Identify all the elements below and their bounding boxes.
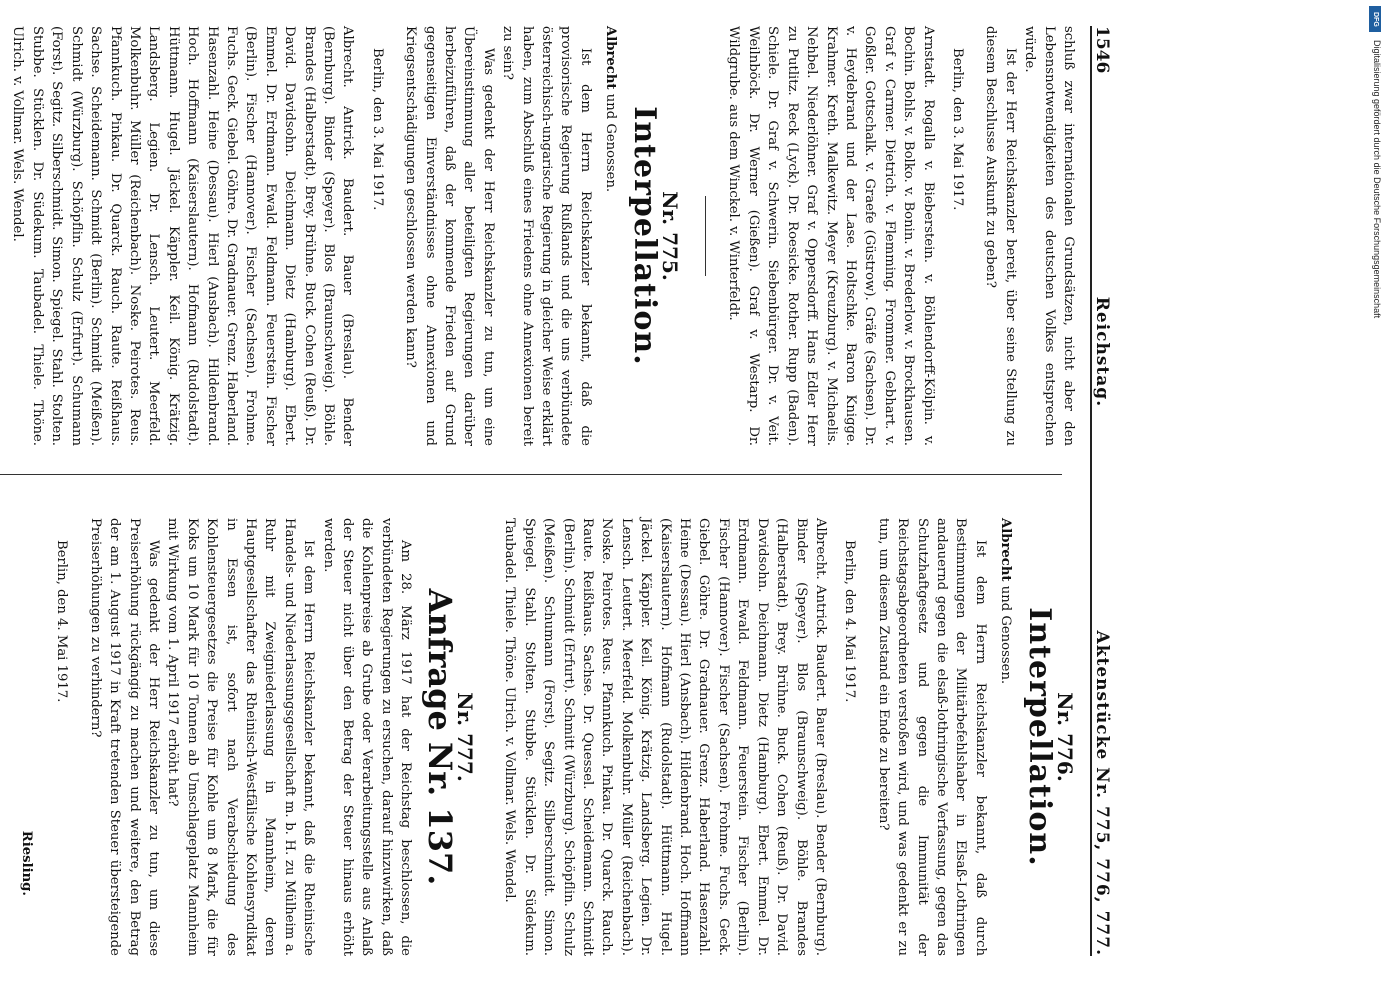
dateline-777: Berlin, den 4. Mai 1917. [54, 540, 70, 703]
publication-title: Reichstag. [1092, 296, 1113, 408]
left-column [0, 26, 1152, 446]
signers-list-775: Albrecht. Antrick. Baudert. Bauer (Breslau). Bender (Bernburg). Binder (Speyer). Blos (Braunschweig). Böhle. Brandes (Halberstadt). Brey. Brühne. Buck. Cohen (Reuß). Dr. David. Davidsohn. Deichmann. Dietz (Hamburg). Ebert. Emmel. Dr. Erdmann. Ewald. Feldmann. Feuerstein. Fischer (Berlin). Fischer (Hannover). Fischer (Sachsen). Frohme. Fuchs. Geck. Giebel. Göhre. Dr. Gradnauer. Grenz. Haberland. Hasenzahl. Heine (Dessau). Hierl (Ansbach). Hildenbrand. Hoch. Hoffmann (Kaiserslautern). Hofmann (Rudolstadt). Hüttmann. Hugel. Jäckel. Käppler. Keil. König. Krätzig. Landsberg. Legien. Dr. Lensch. Leutert. Meerfeld. Molkenbuhr. Müller (Reichenbach). Noske. Peirotes. Reus. Pfannkuch. Pinkau. Dr. Quarck. Rauch. Raute. Reißhaus. Sachse. Scheidemann. Schmidt (Berlin). Schmidt (Meißen). Schmidt (Würzburg). Schöpflin. Schulz (Erfurt). Schumann (Forst). Segitz. Silberschmidt. Simon. Spiegel. Stahl. Stolten. Stubbe. Stücklen. Dr. Südekum. Taubadel. Thiele. Thöne. Ulrich. v. Vollmar. Wels. Wendel. [10, 26, 356, 446]
section-title: Aktenstücke Nr. 775, 776, 777. [1092, 630, 1113, 956]
submitter-776 [996, 518, 1015, 956]
signers-list-776: Albrecht. Antrick. Baudert. Bauer (Breslau). Bender (Bernburg). Binder (Speyer). Blos (Braunschweig). Böhle. Brandes (Halberstadt). Brey. Brühne. Buck. Cohen (Reuß). Dr. David. Davidsohn. Deichmann. Dietz (Hamburg). Ebert. Emmel. Dr. Erdmann. Ewald. Feldmann. Feuerstein. Fischer (Berlin). Fischer (Hannover). Fischer (Sachsen). Frohme. Fuchs. Geck. Giebel. Göhre. Dr. Gradnauer. Grenz. Haberland. Hasenzahl. Heine (Dessau). Hierl (Ansbach). Hildenbrand. Hoch. Hoffmann (Kaiserslautern). Hofmann (Rudolstadt). Hüttmann. Hugel. Jäckel. Käppler. Keil. König. Krätzig. Landsberg. Legien. Dr. Lensch. Leutert. Meerfeld. Molkenbuhr. Müller (Reichenbach). Noske. Peirotes. Reus. Pfannkuch. Pinkau. Dr. Quarck. Rauch. Raute. Reißhaus. Sachse. Dr. Quessel. Scheidemann. Schmidt (Berlin). Schmidt (Erfurt). Schmitt (Würzburg). Schöpflin. Schulz (Meißen). Schumann (Forst). Segitz. Silberschmidt. Simon. Spiegel. Stahl. Stolten. Stubbe. Stücklen. Dr. Südekum. Taubadel. Thiele. Thöne. Ulrich. v. Vollmar. Wels. Wendel. [502, 518, 828, 956]
document-number-776: Nr. 776. [1053, 692, 1077, 782]
interpellation-heading-776: Interpellation. [1021, 607, 1057, 867]
signers-list-1: Arnstadt. Rogalla v. Bieberstein. v. Böhlendorff-Kölpin. v. Bochin. Bohls. v. Bolko. v. Bonin. v. Brederlow. v. Brockhausen. Graf v. Carmer. Dietrich. v. Flemming. Frommer. Gebhart. v. Goßler. Gottschalk. v. Graefe (Güstrow). Gräfe (Sachsen). Dr. v. Heydebrand und der Lase. Holtschke. Baron Knigge. Krahmer. Kreth. Malkewitz. Meyer (Kreuzburg). v. Michaelis. Nehbel. Niederlöhner. Graf v. Oppersdorff. Hans Edler Herr zu Putlitz. Reck (Lyck). Dr. Roesicke. Rother. Rupp (Baden). Schiele. Dr. Graf v. Schwerin. Siebenbürger. Dr. v. Veit. Weilnböck. Dr. Werner (Gießen). Graf v. Westarp. Dr. Wildgrube. aus dem Winckel. v. Winterfeldt. [726, 26, 936, 446]
dfg-logo: DFG [1369, 6, 1381, 32]
submitter-name: Albrecht [603, 26, 619, 90]
anfrage-text-a: Am 28. März 1917 hat der Reichstag beschlossen, die verbündeten Regierungen zu ersuchen, darauf hinzuwirken, daß die Kohlenpreise ab Grube oder Verarbeitungsstelle aus Anlaß der Steuer nicht über den Betrag der Steuer hinaus erhöht werden. [320, 518, 414, 956]
interpellation-text-775-b: Was gedenkt der Herr Reichskanzler zu tun, um eine Übereinstimmung aller beteiligten Regierungen darüber herbeizuführen, daß der kommende Frieden auf Grund gegenseitigen Einverständnisses ohne Annexionen und Kriegsentschädigungen geschlossen werden kann? [403, 26, 496, 446]
signature-777: Riesling. [18, 830, 34, 896]
question-paragraph: Ist der Herr Reichskanzler bereit, über seine Stellung zu diesem Beschlusse Auskunft zu geben? [983, 26, 1018, 446]
interpellation-text-776: Ist dem Herrn Reichskanzler bekannt, daß durch Bestimmungen der Militärbefehlshaber in Elsaß-Lothringen andauernd gegen die elsaß-lothringische Verfassung, gegen das Schutzhaftgesetz und gegen die Immunität der Reichstagsabgeordneten verstoßen wird, und was gedenkt er zu tun, um diesem Zustand ein Ende zu bereiten? [875, 518, 988, 956]
column-divider [0, 474, 1062, 475]
document-number-775: Nr. 775. [658, 191, 683, 281]
interpellation-heading-775: Interpellation. [626, 106, 662, 366]
digitization-credit-text: Digitalisierung gefördert durch die Deutsche Forschungsgemeinschaft [1372, 40, 1382, 319]
submitter-suffix: und Genossen. [998, 581, 1014, 685]
interpellation-text-775-a: Ist dem Herrn Reichskanzler bekannt, daß die provisorische Regierung Rußlands und die uns verbündete österreichisch-ungarische Regierung in gleicher Weise erklärt haben, zum Abschluß eines Friedens ohne Annexionen bereit zu sein? [500, 26, 593, 446]
submitter-775 [601, 26, 620, 446]
anfrage-heading-137: Anfrage Nr. 137. [420, 588, 459, 886]
dateline-1: Berlin, den 3. Mai 1917. [949, 48, 965, 211]
document-number-777: Nr. 777. [453, 692, 478, 782]
right-column [0, 496, 1152, 956]
page-number: 1546 [1092, 26, 1113, 74]
dateline-775: Berlin, den 3. Mai 1917. [369, 48, 385, 211]
opening-paragraph: schluß zwar internationalen Grundsätzen, nicht aber den Lebensnotwendigkeiten des deutschen Volkes entsprechen würde. [1022, 26, 1076, 446]
rotated-page [0, 26, 1152, 956]
separator-rule [705, 196, 706, 276]
submitter-name: Albrecht [998, 518, 1014, 582]
anfrage-text-b: Ist dem Herrn Reichskanzler bekannt, daß die Rheinische Handels- und Niederlassungsgesellschaft m. b. H. zu Mülheim a. Ruhr mit Zweigniederlassung in Mannheim, deren Hauptgesellschafter das Rheinisch-Westfälische Kohlensyndikat in Essen ist, sofort nach Verabschiedung des Kohlensteuergesetzes die Preise für Kohle um 8 Mark, die für Koks um 10 Mark für 10 Tonnen ab Umschlageplatz Mannheim mit Wirkung vom 1. April 1917 erhöht hat? [165, 518, 317, 956]
dateline-776: Berlin, den 4. Mai 1917. [842, 540, 858, 703]
digitization-credit-strip [1367, 0, 1383, 1000]
anfrage-text-c: Was gedenkt der Herr Reichskanzler zu tun, um diese Preiserhöhung rückgängig zu machen und weitere, den Betrag der am 1. August 1917 in Kraft tretenden Steuer übersteigende Preiserhöhungen zu verhindern? [87, 518, 161, 956]
submitter-suffix: und Genossen. [603, 89, 619, 193]
